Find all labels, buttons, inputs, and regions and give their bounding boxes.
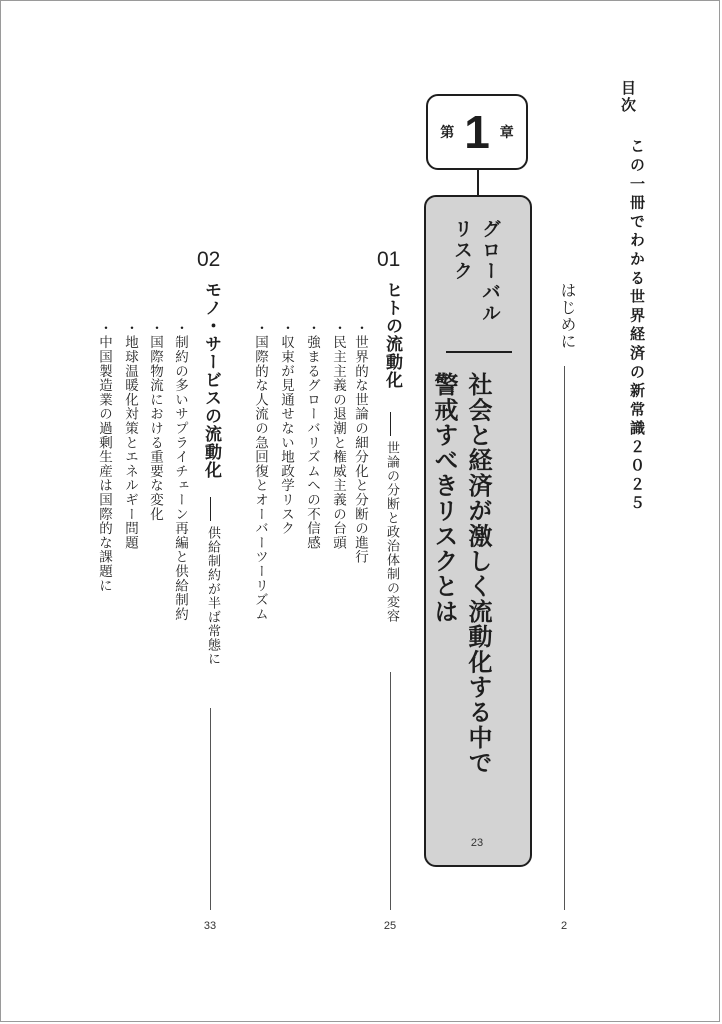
section-01-page: 25 [383, 920, 397, 932]
section-02-item[interactable]: ・中国製造業の過剰生産は国際的な課題に [96, 321, 112, 593]
chapter-suffix: 章 [499, 125, 514, 141]
section-02-item[interactable]: ・国際物流における重要な変化 [147, 321, 163, 522]
chapter-title [427, 372, 495, 775]
section-01-item-text: 国際的な人流の急回復とオーバーツーリズム [252, 335, 268, 622]
chapter-connector [477, 170, 479, 196]
section-02-item-text: 国際物流における重要な変化 [147, 335, 163, 522]
section-02-item-text: 中国製造業の過剰生産は国際的な課題に [96, 335, 112, 593]
section-01-subtitle: 世論の分断と政治体制の変容 [384, 441, 399, 623]
section-02-number: 02 [197, 248, 221, 271]
section-01-item[interactable]: ・世界的な世論の細分化と分断の進行 [352, 321, 368, 565]
section-02-item-text: 地球温暖化対策とエネルギー問題 [122, 335, 138, 550]
chapter-category-line-1: グローバル [479, 219, 501, 324]
chapter-title-line-1: 社会と経済が激しく流動化する中で [464, 372, 492, 776]
section-01-dash [390, 412, 391, 436]
section-01-item[interactable]: ・民主主義の退潮と権威主義の台頭 [330, 321, 346, 550]
section-01-leader-line [390, 672, 391, 910]
section-01-title[interactable]: ヒトの流動化 [382, 281, 402, 389]
section-01-number: 01 [377, 248, 401, 271]
section-02-item-text: 制約の多いサプライチェーン再編と供給制約 [172, 335, 188, 622]
section-02-dash [210, 497, 211, 521]
chapter-divider [446, 351, 512, 353]
section-01-item-text: 民主主義の退潮と権威主義の台頭 [330, 335, 346, 550]
chapter-badge [426, 94, 528, 170]
section-01-item-text: 世界的な世論の細分化と分断の進行 [352, 335, 368, 565]
section-02-leader-line [210, 708, 211, 910]
chapter-category-line-2: リスク [451, 219, 473, 282]
book-title: この一冊でわかる世界経済の新常識２０２５ [628, 138, 646, 514]
intro-page: 2 [560, 920, 568, 932]
section-01-item-text: 強まるグローバリズムへの不信感 [304, 335, 320, 550]
section-01-item[interactable]: ・収束が見通せない地政学リスク [278, 321, 294, 536]
section-02-item[interactable]: ・制約の多いサプライチェーン再編と供給制約 [172, 321, 188, 622]
intro-leader-line [564, 366, 565, 910]
section-02-title[interactable]: モノ・サービスの流動化 [201, 281, 221, 479]
section-01-item[interactable]: ・強まるグローバリズムへの不信感 [304, 321, 320, 550]
section-01-item-text: 収束が見通せない地政学リスク [278, 335, 294, 536]
section-02-subtitle: 供給制約が半ば常態に [205, 526, 220, 666]
chapter-category [448, 219, 504, 324]
chapter-prefix: 第 [440, 125, 455, 141]
chapter-page: 23 [470, 837, 484, 849]
intro-label[interactable]: はじめに [558, 282, 577, 350]
chapter-title-line-2: 警戒すべきリスクとは [430, 372, 458, 624]
section-02-item[interactable]: ・地球温暖化対策とエネルギー問題 [122, 321, 138, 550]
section-02-page: 33 [203, 920, 217, 932]
toc-label: 目次 [619, 80, 637, 114]
section-01-item[interactable]: ・国際的な人流の急回復とオーバーツーリズム [252, 321, 268, 622]
chapter-number: 1 [464, 106, 490, 158]
